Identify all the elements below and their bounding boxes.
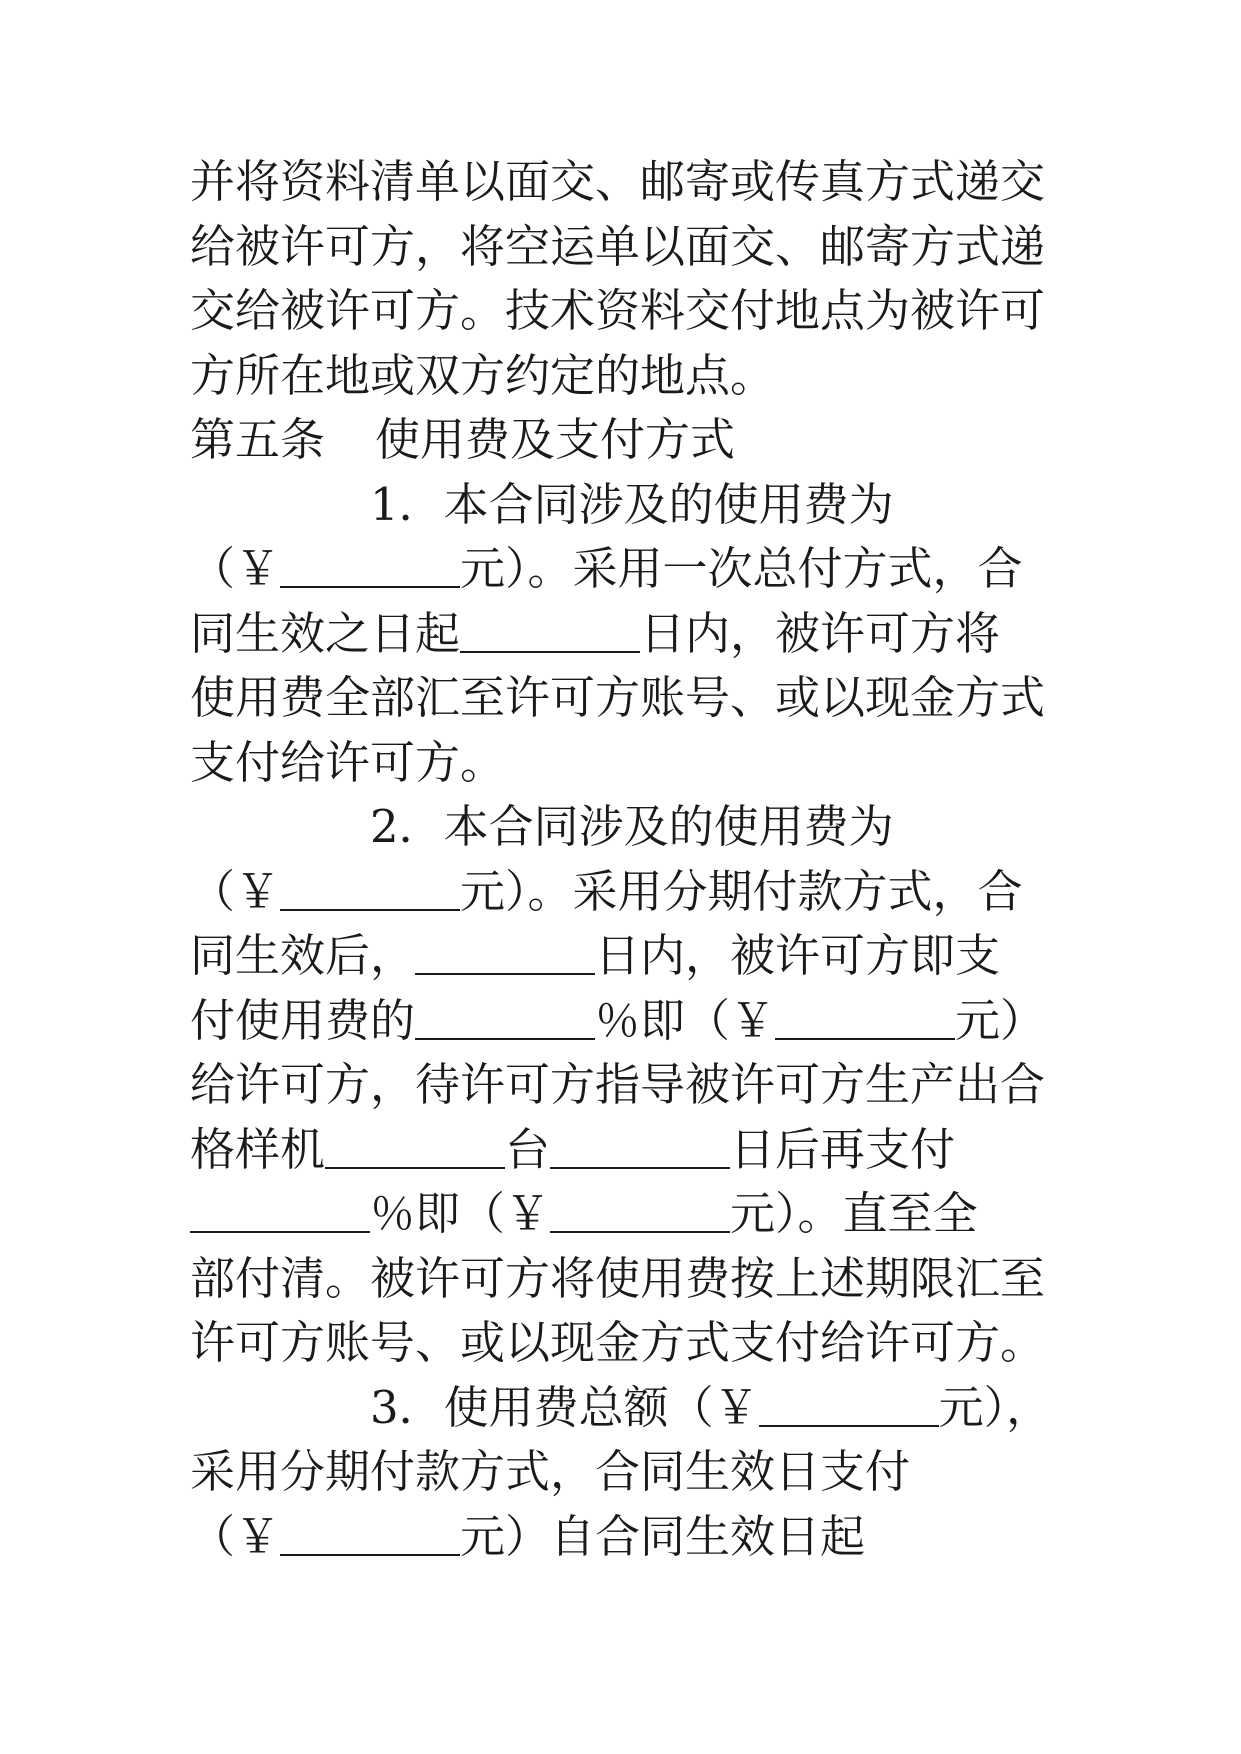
text-span: 元） [955,993,1046,1047]
text-span: 台 [505,1122,551,1176]
text-line: 采用分期付款方式，合同生效日支付 [190,1445,911,1498]
fill-in-blank [775,998,955,1040]
text-span: 同生效之日起 [190,606,461,660]
fill-in-blank [550,1191,730,1233]
fill-in-blank [460,611,640,653]
clause-2-line-6 [190,1118,1070,1183]
text-line: 使用费全部汇至许可方账号、或以现金方式 [190,671,1046,724]
fill-in-blank [280,546,460,588]
text-line: 并将资料清单以面交、邮寄或传真方式递交 [190,155,1046,208]
text-line: 给被许可方，将空运单以面交、邮寄方式递 [190,219,1046,273]
clause-2-line-3 [190,924,1070,989]
text-line: 许可方账号、或以现金方式支付给许可方。 [190,1316,1046,1369]
text-span: 元）， [938,1380,1052,1434]
article-heading [190,408,1070,473]
clause-1-line-1 [190,473,1070,538]
clause-1-line-2 [190,537,1070,602]
text-span: 日内，被许可方即支 [595,929,1001,982]
article-number: 第五条 [190,413,326,466]
text-span: 2．本合同涉及的使用费为 [370,800,894,853]
text-span: ％即（￥ [595,993,776,1047]
clause-1-line-3 [190,602,1070,667]
article-title: 使用费及支付方式 [375,413,736,466]
text-span: 元）。采用分期付款方式，合 [460,864,1023,918]
text-span: 元）自合同生效日起 [460,1509,866,1563]
text-span: 3．使用费总额（￥ [370,1380,759,1434]
text-span: 元）。采用一次总付方式，合 [460,542,1023,595]
text-span: 同生效后， [190,929,416,982]
text-span: 付使用费的 [190,993,416,1047]
clause-3-line-3 [190,1505,1070,1570]
text-span: （￥ [190,864,281,918]
text-line: 支付给许可方。 [190,735,506,789]
clause-2-line-1 [190,795,1070,860]
text-span: （￥ [190,542,281,595]
clause-3-line-1 [190,1376,1070,1441]
fill-in-blank [550,1127,730,1169]
text-span: 日内，被许可方将 [640,606,1001,660]
text-line: 方所在地或双方约定的地点。 [190,348,776,402]
text-span: 元）。直至全 [730,1187,978,1240]
fill-in-blank [415,998,595,1040]
text-line: 交给被许可方。技术资料交付地点为被许可 [190,284,1046,337]
text-span: ％即（￥ [370,1187,551,1240]
document-body [190,150,1070,1569]
text-span: 1．本合同涉及的使用费为 [370,477,894,531]
text-line: 给许可方，待许可方指导被许可方生产出合 [190,1058,1046,1111]
fill-in-blank [415,933,595,975]
fill-in-blank [280,1514,460,1556]
clause-2-line-2 [190,860,1070,925]
text-span: （￥ [190,1509,281,1563]
fill-in-blank [759,1385,939,1427]
text-span: 格样机 [190,1122,326,1176]
text-span: 日后再支付 [730,1122,956,1176]
text-line: 部付清。被许可方将使用费按上述期限汇至 [190,1251,1046,1305]
fill-in-blank [325,1127,505,1169]
fill-in-blank [280,869,460,911]
clause-2-line-7 [190,1182,1070,1247]
fill-in-blank [190,1191,370,1233]
clause-2-line-4 [190,989,1070,1054]
